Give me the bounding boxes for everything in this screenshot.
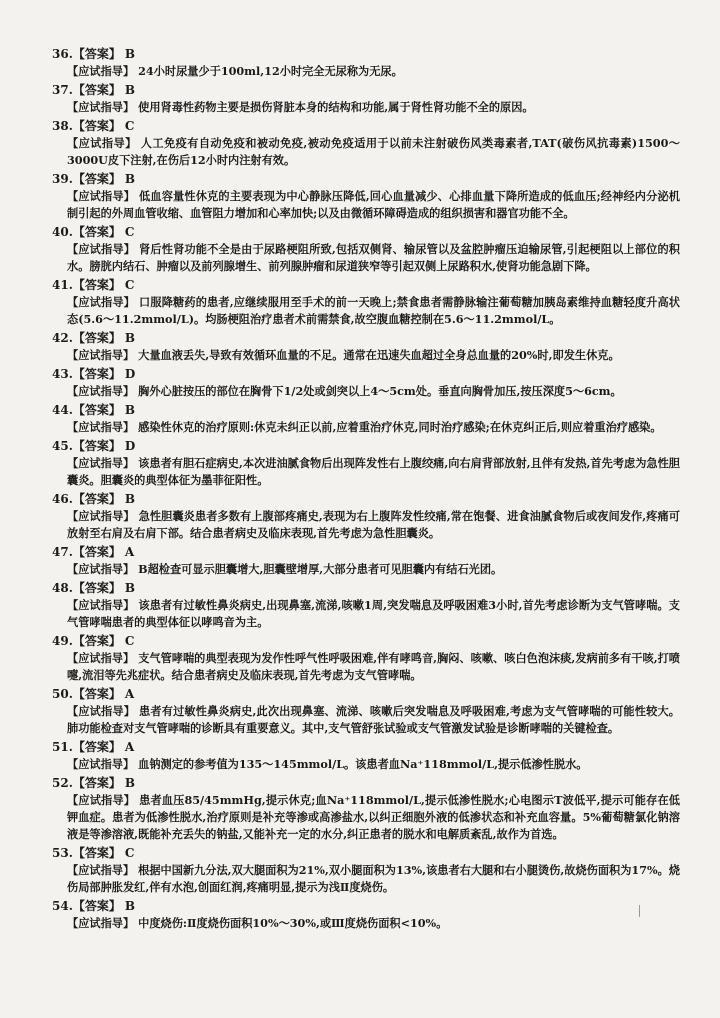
question-item [52,544,680,578]
answer-label: 【答案】 [72,439,121,453]
answer-value: A [124,545,135,559]
answer-value: B [124,403,136,417]
question-item [52,277,680,328]
answer-label: 【答案】 [72,403,121,417]
answer-value: B [124,47,136,61]
guide-paragraph [52,455,680,489]
answer-row [52,544,680,561]
question-number: 49. [52,634,73,648]
guide-text: B超检查可显示胆囊增大,胆囊壁增厚,大部分患者可见胆囊内有结石光团。 [138,562,503,576]
answer-row [52,46,680,63]
guide-paragraph [52,63,680,80]
guide-text: 24小时尿量少于100ml,12小时完全无尿称为无尿。 [138,64,403,78]
guide-text: 根据中国新九分法,双大腿面积为21%,双小腿面积为13%,该患者右大腿和右小腿烫伤,故烧伤面积为17%。烧伤局部肿胀发红,伴有水泡,创面红润,疼痛明显,提示为浅Ⅱ度烧伤。 [67,863,680,894]
question-item [52,845,680,896]
guide-paragraph [52,383,680,400]
answer-label: 【答案】 [72,846,121,860]
answer-label: 【答案】 [72,740,121,754]
question-item [52,171,680,222]
question-number: 47. [52,545,73,559]
guide-label: 【应试指导】 [67,509,135,523]
answer-row [52,171,680,188]
question-item [52,118,680,169]
guide-text: 该患者有胆石症病史,本次进油腻食物后出现阵发性右上腹绞痛,向右肩背部放射,且伴有发热,首先考虑为急性胆囊炎。胆囊炎的典型体征为墨菲征阳性。 [67,456,680,487]
guide-text: 使用肾毒性药物主要是损伤肾脏本身的结构和功能,属于肾性肾功能不全的原因。 [138,100,534,114]
answer-value: B [124,776,136,790]
answer-row [52,82,680,99]
question-number: 41. [52,278,73,292]
guide-label: 【应试指导】 [67,420,135,434]
question-item [52,46,680,80]
question-item [52,739,680,773]
answer-value: C [124,119,135,133]
guide-label: 【应试指导】 [67,100,135,114]
question-number: 53. [52,846,73,860]
question-number: 44. [52,403,73,417]
answer-value: B [124,172,136,186]
guide-text: 感染性休克的治疗原则:休克未纠正以前,应着重治疗休克,同时治疗感染;在休克纠正后,则应着重治疗感染。 [138,420,662,434]
answer-row [52,366,680,383]
guide-label: 【应试指导】 [67,295,136,309]
guide-paragraph [52,241,680,275]
guide-paragraph [52,188,680,222]
answer-label: 【答案】 [72,278,121,292]
guide-label: 【应试指导】 [67,242,136,256]
margin-mark [639,905,640,917]
guide-text: 支气管哮喘的典型表现为发作性呼气性呼吸困难,伴有哮鸣音,胸闷、咳嗽、咳白色泡沫痰,发病前多有干咳,打喷嚏,流泪等先兆症状。结合患者病史及临床表现,首先考虑为支气管哮喘。 [67,651,680,682]
question-item [52,686,680,737]
answer-value: B [124,581,136,595]
guide-text: 人工免疫有自动免疫和被动免疫,被动免疫适用于以前未注射破伤风类毒素者,TAT(破伤风抗毒素)1500～3000U皮下注射,在伤后12小时内注射有效。 [67,136,680,167]
question-number: 43. [52,367,73,381]
question-item [52,633,680,684]
question-item [52,82,680,116]
answer-row [52,438,680,455]
guide-label: 【应试指导】 [67,916,135,930]
question-number: 52. [52,776,73,790]
answer-label: 【答案】 [72,119,121,133]
question-item [52,775,680,843]
guide-text: 胸外心脏按压的部位在胸骨下1/2处或剑突以上4～5cm处。垂直向胸骨加压,按压深度5～6cm。 [138,384,622,398]
guide-paragraph [52,915,680,932]
answer-row [52,633,680,650]
answer-row [52,898,680,915]
answer-value: B [124,83,136,97]
guide-label: 【应试指导】 [67,863,135,877]
question-number: 36. [52,47,73,61]
guide-text: 口服降糖药的患者,应继续服用至手术的前一天晚上;禁食患者需静脉输注葡萄糖加胰岛素维持血糖轻度升高状态(5.6～11.2mmol/L)。均肠梗阻治疗患者术前需禁食,故空腹血糖控制在5.6～11.2mmol/L。 [67,295,680,326]
guide-label: 【应试指导】 [67,562,135,576]
answer-value: B [124,899,136,913]
answer-row [52,330,680,347]
guide-label: 【应试指导】 [67,136,137,150]
guide-label: 【应试指导】 [67,64,135,78]
guide-paragraph [52,294,680,328]
guide-label: 【应试指导】 [67,456,135,470]
answer-row [52,845,680,862]
answer-value: B [124,331,136,345]
answer-row [52,277,680,294]
guide-paragraph [52,99,680,116]
guide-paragraph [52,597,680,631]
answer-value: A [124,740,135,754]
guide-paragraph [52,862,680,896]
question-item [52,224,680,275]
guide-paragraph [52,561,680,578]
question-item [52,402,680,436]
answer-label: 【答案】 [72,581,121,595]
guide-paragraph [52,508,680,542]
guide-label: 【应试指导】 [67,651,135,665]
answer-label: 【答案】 [72,634,121,648]
guide-label: 【应试指导】 [67,793,136,807]
answer-value: B [124,492,136,506]
answer-row [52,775,680,792]
guide-paragraph [52,419,680,436]
question-number: 42. [52,331,73,345]
guide-paragraph [52,650,680,684]
question-number: 54. [52,899,73,913]
guide-text: 患者有过敏性鼻炎病史,此次出现鼻塞、流涕、咳嗽后突发喘息及呼吸困难,考虑为支气管哮喘的可能性较大。肺功能检查对支气管哮喘的诊断具有重要意义。其中,支气管舒张试验或支气管激发试验是诊断哮喘的关键检查。 [67,704,680,735]
guide-paragraph [52,135,680,169]
guide-text: 血钠测定的参考值为135～145mmol/L。该患者血Na⁺118mmol/L,提示低渗性脱水。 [138,757,588,771]
guide-text: 该患者有过敏性鼻炎病史,出现鼻塞,流涕,咳嗽1周,突发喘息及呼吸困难3小时,首先考虑诊断为支气管哮喘。支气管哮喘患者的典型体征以哮鸣音为主。 [67,598,680,629]
question-item [52,898,680,932]
answer-label: 【答案】 [72,776,121,790]
answer-value: D [124,367,136,381]
guide-label: 【应试指导】 [67,757,135,771]
question-item [52,580,680,631]
question-item [52,438,680,489]
guide-paragraph [52,703,680,737]
answer-value: C [124,846,135,860]
guide-text: 肾后性肾功能不全是由于尿路梗阻所致,包括双侧肾、输尿管以及盆腔肿瘤压迫输尿管,引起梗阻以上部位的积水。膀胱内结石、肿瘤以及前列腺增生、前列腺肿瘤和尿道狭窄等引起双侧上尿路积水,使肾功能急剧下降。 [67,242,680,273]
answer-value: C [124,278,135,292]
answer-value: A [124,687,135,701]
question-number: 40. [52,225,73,239]
question-item [52,491,680,542]
question-number: 37. [52,83,73,97]
answer-label: 【答案】 [72,545,121,559]
question-item [52,366,680,400]
guide-paragraph [52,347,680,364]
answer-list [52,46,680,932]
question-number: 46. [52,492,73,506]
question-item [52,330,680,364]
question-number: 38. [52,119,73,133]
answer-row [52,224,680,241]
answer-value: C [124,634,135,648]
answer-label: 【答案】 [72,331,121,345]
answer-row [52,739,680,756]
guide-text: 大量血液丢失,导致有效循环血量的不足。通常在迅速失血超过全身总血量的20%时,即发生休克。 [138,348,620,362]
answer-label: 【答案】 [72,687,121,701]
question-number: 50. [52,687,73,701]
answer-label: 【答案】 [72,83,121,97]
guide-label: 【应试指导】 [67,189,136,203]
guide-paragraph [52,756,680,773]
answer-label: 【答案】 [72,225,121,239]
question-number: 45. [52,439,73,453]
answer-value: D [124,439,136,453]
answer-row [52,118,680,135]
answer-label: 【答案】 [72,367,121,381]
question-number: 51. [52,740,73,754]
answer-value: C [124,225,135,239]
guide-label: 【应试指导】 [67,598,135,612]
answer-row [52,491,680,508]
guide-text: 低血容量性休克的主要表现为中心静脉压降低,回心血量减少、心排血量下降所造成的低血压;经神经内分泌机制引起的外周血管收缩、血管阻力增加和心率加快;以及由微循环障碍造成的组织损害和器官功能不全。 [67,189,680,220]
question-number: 39. [52,172,73,186]
answer-label: 【答案】 [72,172,121,186]
guide-label: 【应试指导】 [67,704,136,718]
guide-paragraph [52,792,680,843]
answer-label: 【答案】 [72,899,121,913]
question-number: 48. [52,581,73,595]
guide-text: 急性胆囊炎患者多数有上腹部疼痛史,表现为右上腹阵发性绞痛,常在饱餐、进食油腻食物后或夜间发作,疼痛可放射至右肩及右肩下部。结合患者病史及临床表现,首先考虑为急性胆囊炎。 [67,509,680,540]
answer-row [52,686,680,703]
answer-row [52,402,680,419]
answer-label: 【答案】 [72,47,121,61]
guide-label: 【应试指导】 [67,348,135,362]
guide-label: 【应试指导】 [67,384,135,398]
answer-label: 【答案】 [72,492,121,506]
guide-text: 患者血压85/45mmHg,提示休克;血Na⁺118mmol/L,提示低渗性脱水;心电图示T波低平,提示可能存在低钾血症。患者为低渗性脱水,治疗原则是补充等渗或高渗盐水,以纠正细胞外液的低渗状态和补充血容量。5%葡萄糖氯化钠溶液是等渗溶液,既能补充丢失的钠盐,又能补充一定的水分,纠正患者的脱水和电解质紊乱,故作为首选。 [67,793,680,841]
answer-row [52,580,680,597]
guide-text: 中度烧伤:Ⅱ度烧伤面积10%～30%,或Ⅲ度烧伤面积<10%。 [138,916,448,930]
